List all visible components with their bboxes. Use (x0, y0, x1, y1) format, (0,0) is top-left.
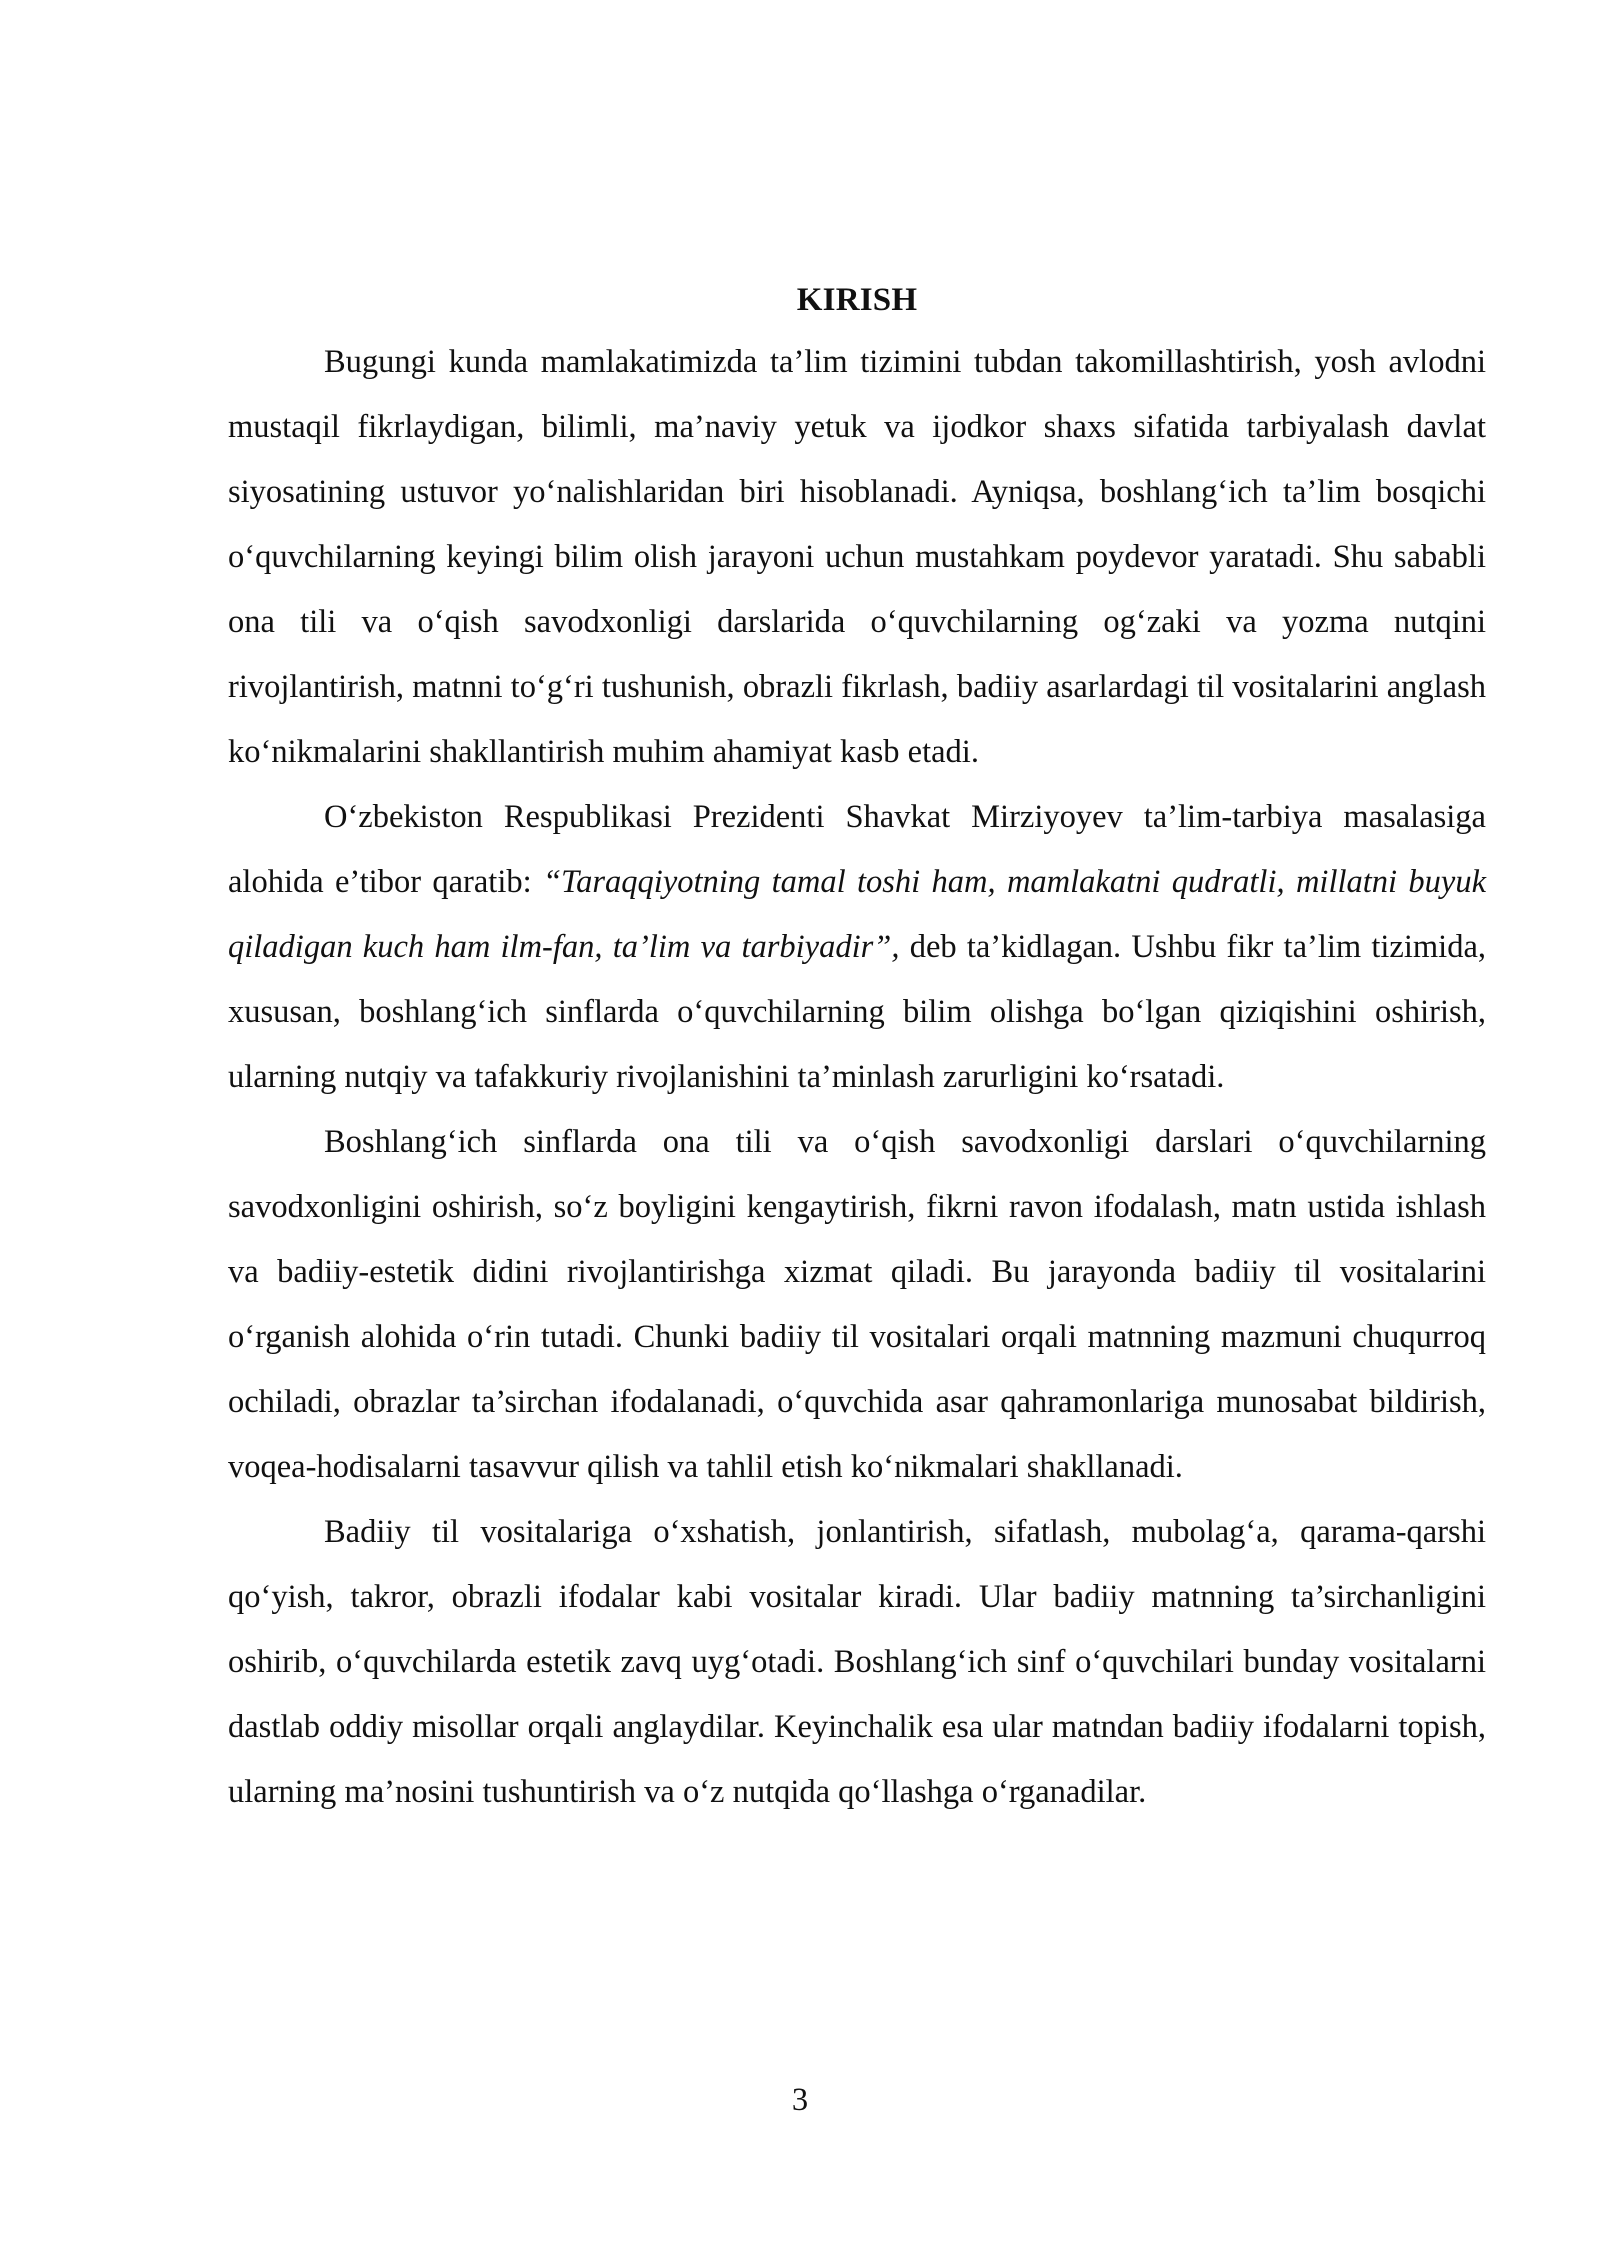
page-content (228, 280, 1486, 1825)
paragraph-intro: Bugungi kunda mamlakatimizda ta’lim tizimini tubdan takomillashtirish, yosh avlodni mustaqil fikrlaydigan, bilimli, ma’naviy yetuk va ijodkor shaxs sifatida tarbiyalash davlat siyosatining ustuvor yo‘nalishlaridan biri hisoblanadi. Ayniqsa, boshlang‘ich ta’lim bosqichi o‘quvchilarning keyingi bilim olish jarayoni uchun mustahkam poydevor yaratadi. Shu sababli ona tili va o‘qish savodxonligi darslarida o‘quvchilarning og‘zaki va yozma nutqini rivojlantirish, matnni to‘g‘ri tushunish, obrazli fikrlash, badiiy asarlardagi til vositalarini anglash ko‘nikmalarini shakllantirish muhim ahamiyat kasb etadi. (228, 344, 1486, 770)
section-heading: KIRISH (796, 282, 918, 318)
page-number: 3 (791, 2082, 809, 2118)
president-quote: “Taraqqiyotning tamal toshi ham, mamlakatni qudratli, millatni buyuk qiladigan kuch ham ilm-fan, ta’lim va tarbiyadir”, (228, 864, 1486, 965)
paragraph-quote (228, 785, 1486, 1110)
quote-trailing-text: deb ta’kidlagan. Ushbu fikr ta’lim tizimida, xususan, boshlang‘ich sinflarda o‘quvchilarning bilim olishga bo‘lgan qiziqishini oshirish, ularning nutqiy va tafakkuriy rivojlanishini ta’minlash zarurligini ko‘rsatadi. (228, 929, 1486, 1095)
quote-lead-text: O‘zbekiston Respublikasi Prezidenti Shavkat Mirziyoyev ta’lim-tarbiya masalasiga alohida e’tibor qaratib: (228, 799, 1486, 900)
paragraph-devices: Badiiy til vositalariga o‘xshatish, jonlantirish, sifatlash, mubolag‘a, qarama-qarshi qo‘yish, takror, obrazli ifodalar kabi vositalar kiradi. Ular badiiy matnning ta’sirchanligini oshirib, o‘quvchilarda estetik zavq uyg‘otadi. Boshlang‘ich sinf o‘quvchilari bunday vositalarni dastlab oddiy misollar orqali anglaydilar. Keyinchalik esa ular matndan badiiy ifodalarni topish, ularning ma’nosini tushuntirish va o‘z nutqida qo‘llashga o‘rganadilar. (228, 1514, 1486, 1810)
paragraph-literacy: Boshlang‘ich sinflarda ona tili va o‘qish savodxonligi darslari o‘quvchilarning savodxonligini oshirish, so‘z boyligini kengaytirish, fikrni ravon ifodalash, matn ustida ishlash va badiiy-estetik didini rivojlantirishga xizmat qiladi. Bu jarayonda badiiy til vositalarini o‘rganish alohida o‘rin tutadi. Chunki badiiy til vositalari orqali matnning mazmuni chuqurroq ochiladi, obrazlar ta’sirchan ifodalanadi, o‘quvchida asar qahramonlariga munosabat bildirish, voqea-hodisalarni tasavvur qilish va tahlil etish ko‘nikmalari shakllanadi. (228, 1124, 1486, 1485)
